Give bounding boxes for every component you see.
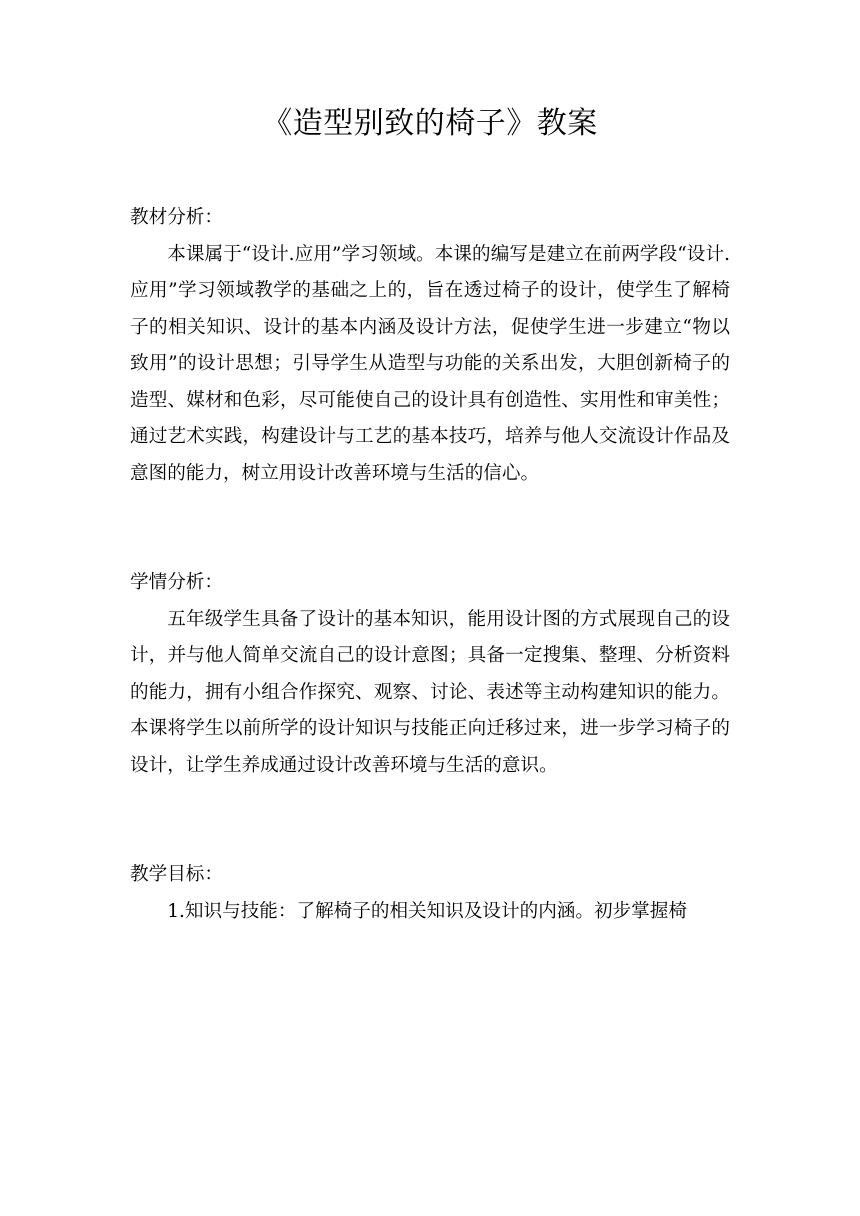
blank-line: [130, 529, 730, 566]
document-title: 《造型别致的椅子》教案: [262, 106, 598, 141]
section-teaching-objectives: [130, 857, 730, 930]
section-paragraph: 1.知识与技能：了解椅子的相关知识及设计的内涵。初步掌握椅: [167, 900, 687, 922]
section-heading: 学情分析：: [130, 572, 223, 593]
blank-line: [130, 784, 730, 821]
blank-line: [130, 492, 730, 529]
document-body: [130, 200, 730, 930]
section-paragraph: 五年级学生具备了设计的基本知识，能用设计图的方式展现自己的设计，并与他人简单交流自己的设计意图；具备一定搜集、整理、分析资料的能力，拥有小组合作探究、观察、讨论、表述等主动构建知识的能力。本课将学生以前所学的设计知识与技能正向迁移过来，进一步学习椅子的设计，让学生养成通过设计改善环境与生活的意识。: [130, 608, 730, 776]
section-textbook-analysis: [130, 200, 730, 492]
blank-line: [130, 821, 730, 858]
section-student-analysis: [130, 565, 730, 784]
section-paragraph: 本课属于“设计.应用”学习领域。本课的编写是建立在前两学段“设计.应用”学习领域教学的基础之上的，旨在透过椅子的设计，使学生了解椅子的相关知识、设计的基本内涵及设计方法，促使学生进一步建立“物以致用”的设计思想；引导学生从造型与功能的关系出发，大胆创新椅子的造型、媒材和色彩，尽可能使自己的设计具有创造性、实用性和审美性；通过艺术实践，构建设计与工艺的基本技巧，培养与他人交流设计作品及意图的能力，树立用设计改善环境与生活的信心。: [130, 243, 730, 484]
section-heading: 教学目标：: [130, 864, 223, 885]
section-heading: 教材分析：: [130, 207, 223, 228]
